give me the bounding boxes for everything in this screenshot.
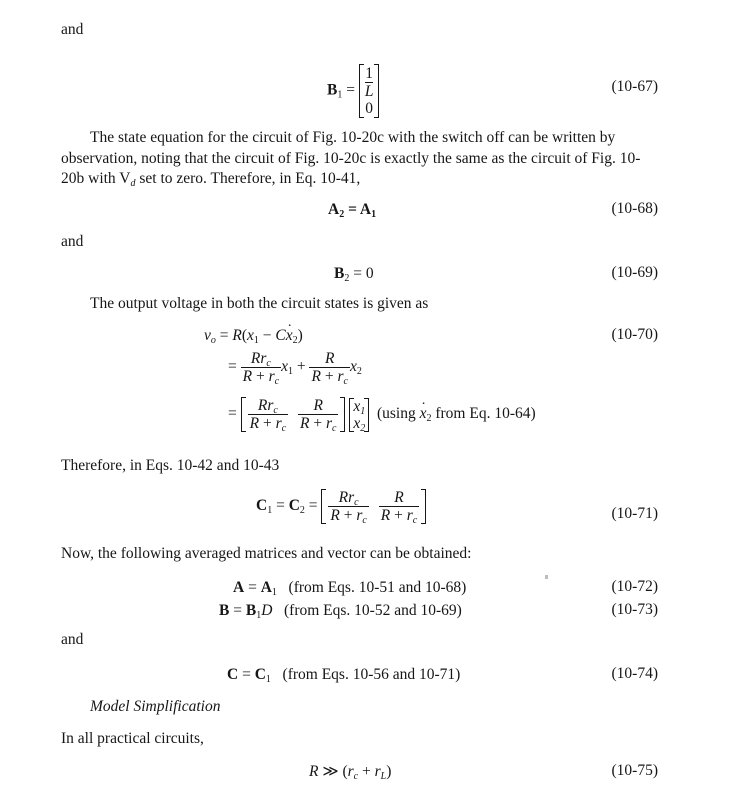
- equation-10-69: $B_2 = 0$: [334, 265, 374, 284]
- text-and-3: and: [61, 631, 84, 648]
- equation-number: (10-73): [611, 601, 658, 618]
- scan-speck: [545, 575, 548, 579]
- equation-10-70-line-1: $v_o = R(x_1 - Cx \cdot_2)$: [204, 326, 303, 345]
- equation-number: (10-70): [611, 326, 658, 343]
- equation-number: (10-75): [611, 762, 658, 779]
- vector-entry: L: [364, 83, 374, 100]
- equation-number: (10-68): [611, 200, 658, 217]
- equation-10-68: $A_2 = A_1$: [328, 201, 377, 220]
- equation-10-71: $C_1 = C_2$ = $\frac{Rr_c}{R + r_c}$ $\frac{R}{R + r_c}$: [256, 489, 426, 524]
- paragraph-state-equation: The state equation for the circuit of Fig. 10-20c with the switch off can be written by observation, noting that the circuit of Fig. 10-20c is exactly the same as the circuit of Fig. 10-20b with $V_d$ set to zero. Therefore, in Eq. 10-41,: [61, 129, 641, 189]
- paragraph-text: The state equation for the circuit of Fig. 10-20c with the switch off can be written by observation, noting that the circuit of Fig. 10-20c is exactly the same as the circuit of Fig. 10-20b with V: [61, 129, 641, 187]
- equation-number: (10-69): [611, 264, 658, 281]
- text-and-1: and: [61, 21, 84, 38]
- equation-number: (10-72): [611, 578, 658, 595]
- equation-10-75: R ≫ $(r_c + r_L)$: [309, 763, 392, 782]
- equation-10-73: $B = B_1D$ (from Eqs. 10-52 and 10-69): [219, 602, 462, 621]
- equation-number: (10-74): [611, 665, 658, 682]
- vector-entry: 0: [365, 100, 374, 117]
- text-therefore: Therefore, in Eqs. 10-42 and 10-43: [61, 457, 280, 474]
- text-and-2: and: [61, 233, 84, 250]
- equation-10-67: $B_1$ = 1 L 0: [327, 64, 379, 118]
- text-from-c: (from Eqs. 10-56 and 10-71): [282, 666, 461, 683]
- text-now: Now, the following averaged matrices and vector can be obtained:: [61, 545, 472, 562]
- paragraph-text-tail: set to zero. Therefore, in Eq. 10-41,: [135, 170, 361, 187]
- text-from-b: (from Eqs. 10-52 and 10-69): [284, 602, 462, 619]
- text-output-voltage: The output voltage in both the circuit states is given as: [90, 295, 429, 312]
- text-using-tail: from Eq. 10-64): [431, 405, 536, 423]
- equation-number: (10-67): [611, 78, 658, 95]
- equation-10-72: $A = A_1$ (from Eqs. 10-51 and 10-68): [233, 579, 467, 598]
- text-practical: In all practical circuits,: [61, 730, 204, 747]
- equation-number: (10-71): [611, 505, 658, 522]
- vector-entry: 1: [365, 65, 374, 82]
- text-using: (using: [376, 405, 420, 423]
- section-heading: Model Simplification: [90, 698, 221, 715]
- equation-10-70-line-3: = $\frac{Rr_c}{R + r_c}$ $\frac{R}{R + r_c}$ $x_1$ $x_2$ (using $x \cdot_2$ from Eq. 10-64): [228, 397, 536, 432]
- text-from-a: (from Eqs. 10-51 and 10-68): [288, 579, 467, 596]
- equation-10-74: $C = C_1$ (from Eqs. 10-56 and 10-71): [227, 666, 461, 685]
- equation-10-70-line-2: = $\frac{Rr_c}{R + r_c}$ $x_1$ + $\frac{R}{R + r_c}$ $x_2$: [228, 350, 362, 387]
